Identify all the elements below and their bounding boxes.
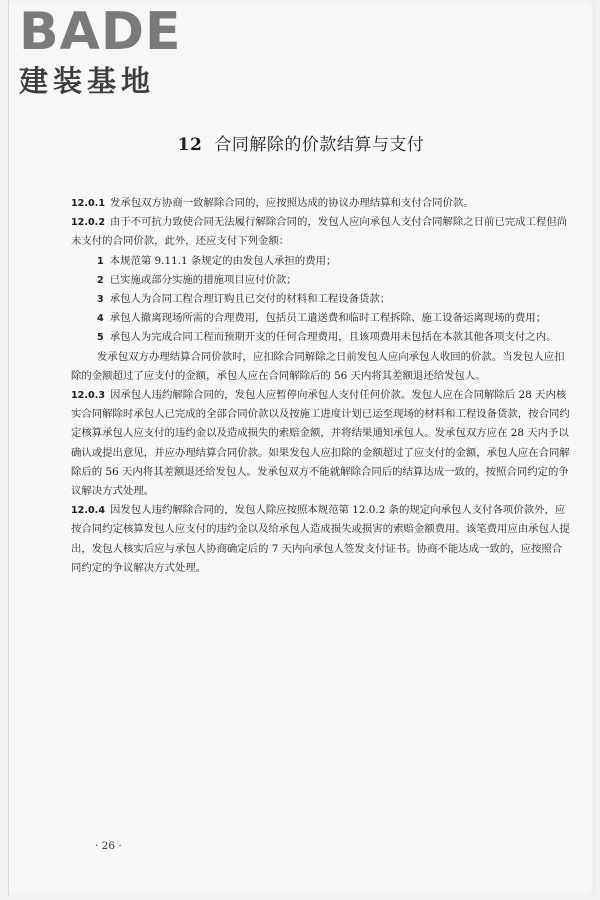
item-number: 5 xyxy=(97,332,104,344)
logo-wordmark: BADE xyxy=(19,2,182,62)
list-item xyxy=(71,309,571,328)
clause-number: 12.0.2 xyxy=(71,217,105,229)
item-text: 已实施或部分实施的措施项目应付价款； xyxy=(109,273,297,286)
list-item xyxy=(71,271,571,290)
page-number: · 26 · xyxy=(95,840,122,852)
clause-number: 12.0.1 xyxy=(71,198,105,209)
clause-paragraph: 发承包双方办理结算合同价款时，应扣除合同解除之日前发包人应向承包人收回的价款。当发包人应扣除的金额超过了应支付的金额，承包人应在合同解除后的 56 天内将其差额退还给发包人。 xyxy=(71,350,565,382)
clause-text: 因承包人违约解除合同的，发包人应暂停向承包人支付任何价款。发包人应在合同解除后 28 天内核实合同解除时承包人已完成的全部合同价款以及按施工进度计划已运至现场的材料和工程设备货款，按合同约定核算承包人应支付的违约金以及造成损失的索赔金额，并将结果通知承包人。发承包双方应在 28 天内予以确认或提出意见，并应办理结算合同价款。如果发包人应扣除的金额超过了应支付的金额，承包人应在合同解除后的 56 天内将其差额退还给发包人。发承包双方不能就解除合同后的结算达成一致的，按照合同约定的争议解决方式处理。 xyxy=(71,389,570,498)
clause-12-0-3 xyxy=(71,386,571,501)
list-item xyxy=(71,290,571,309)
chapter-title: 合同解除的价款结算与支付 xyxy=(214,135,425,155)
clause-text: 因发包人违约解除合同的，发包人除应按照本规范第 12.0.2 条的规定向承包人支付各项价款外，应按合同约定核算发包人应支付的违约金以及给承包人造成损失或损害的索赔金额费用。该笔费用应由承包人提出，发包人核实后应与承包人协商确定后的 7 天内向承包人签发支付证书。协商不能达成一致的，应按照合同约定的争议解决方式处理。 xyxy=(71,504,570,574)
item-number: 4 xyxy=(97,313,104,325)
clause-number: 12.0.4 xyxy=(71,505,105,517)
item-number: 1 xyxy=(97,255,104,267)
list-item xyxy=(71,252,571,271)
item-text: 承包人为完成合同工程而预期开支的任何合理费用，且该项费用未包括在本款其他各项支付之内。 xyxy=(109,331,557,344)
chapter-body xyxy=(71,194,571,578)
item-text: 承包人撤离现场所需的合理费用，包括员工遣送费和临时工程拆除、施工设备运离现场的费用； xyxy=(109,312,547,325)
item-number: 2 xyxy=(97,274,104,286)
clause-number: 12.0.3 xyxy=(71,390,105,402)
item-number: 3 xyxy=(97,294,104,306)
list-item xyxy=(71,328,571,347)
document-page xyxy=(8,0,595,896)
chapter-heading xyxy=(1,130,600,155)
logo-subtitle: 建装基地 xyxy=(19,64,156,98)
clause-12-0-4 xyxy=(71,501,571,578)
item-text: 承包人为合同工程合理订购且已交付的材料和工程设备货款； xyxy=(109,293,391,306)
clause-text: 由于不可抗力致使合同无法履行解除合同的，发包人应向承包人支付合同解除之日前已完成工程但尚未支付的合同价款，此外，还应支付下列金额： xyxy=(71,216,568,248)
brand-logo xyxy=(19,4,189,100)
chapter-number: 12 xyxy=(177,135,203,155)
clause-12-0-2 xyxy=(71,213,571,251)
item-text: 本规范第 9.11.1 条规定的由发包人承担的费用； xyxy=(109,254,337,267)
clause-text: 发承包双方协商一致解除合同的，应按照达成的协议办理结算和支付合同价款。 xyxy=(110,197,474,209)
clause-12-0-1 xyxy=(71,194,571,213)
